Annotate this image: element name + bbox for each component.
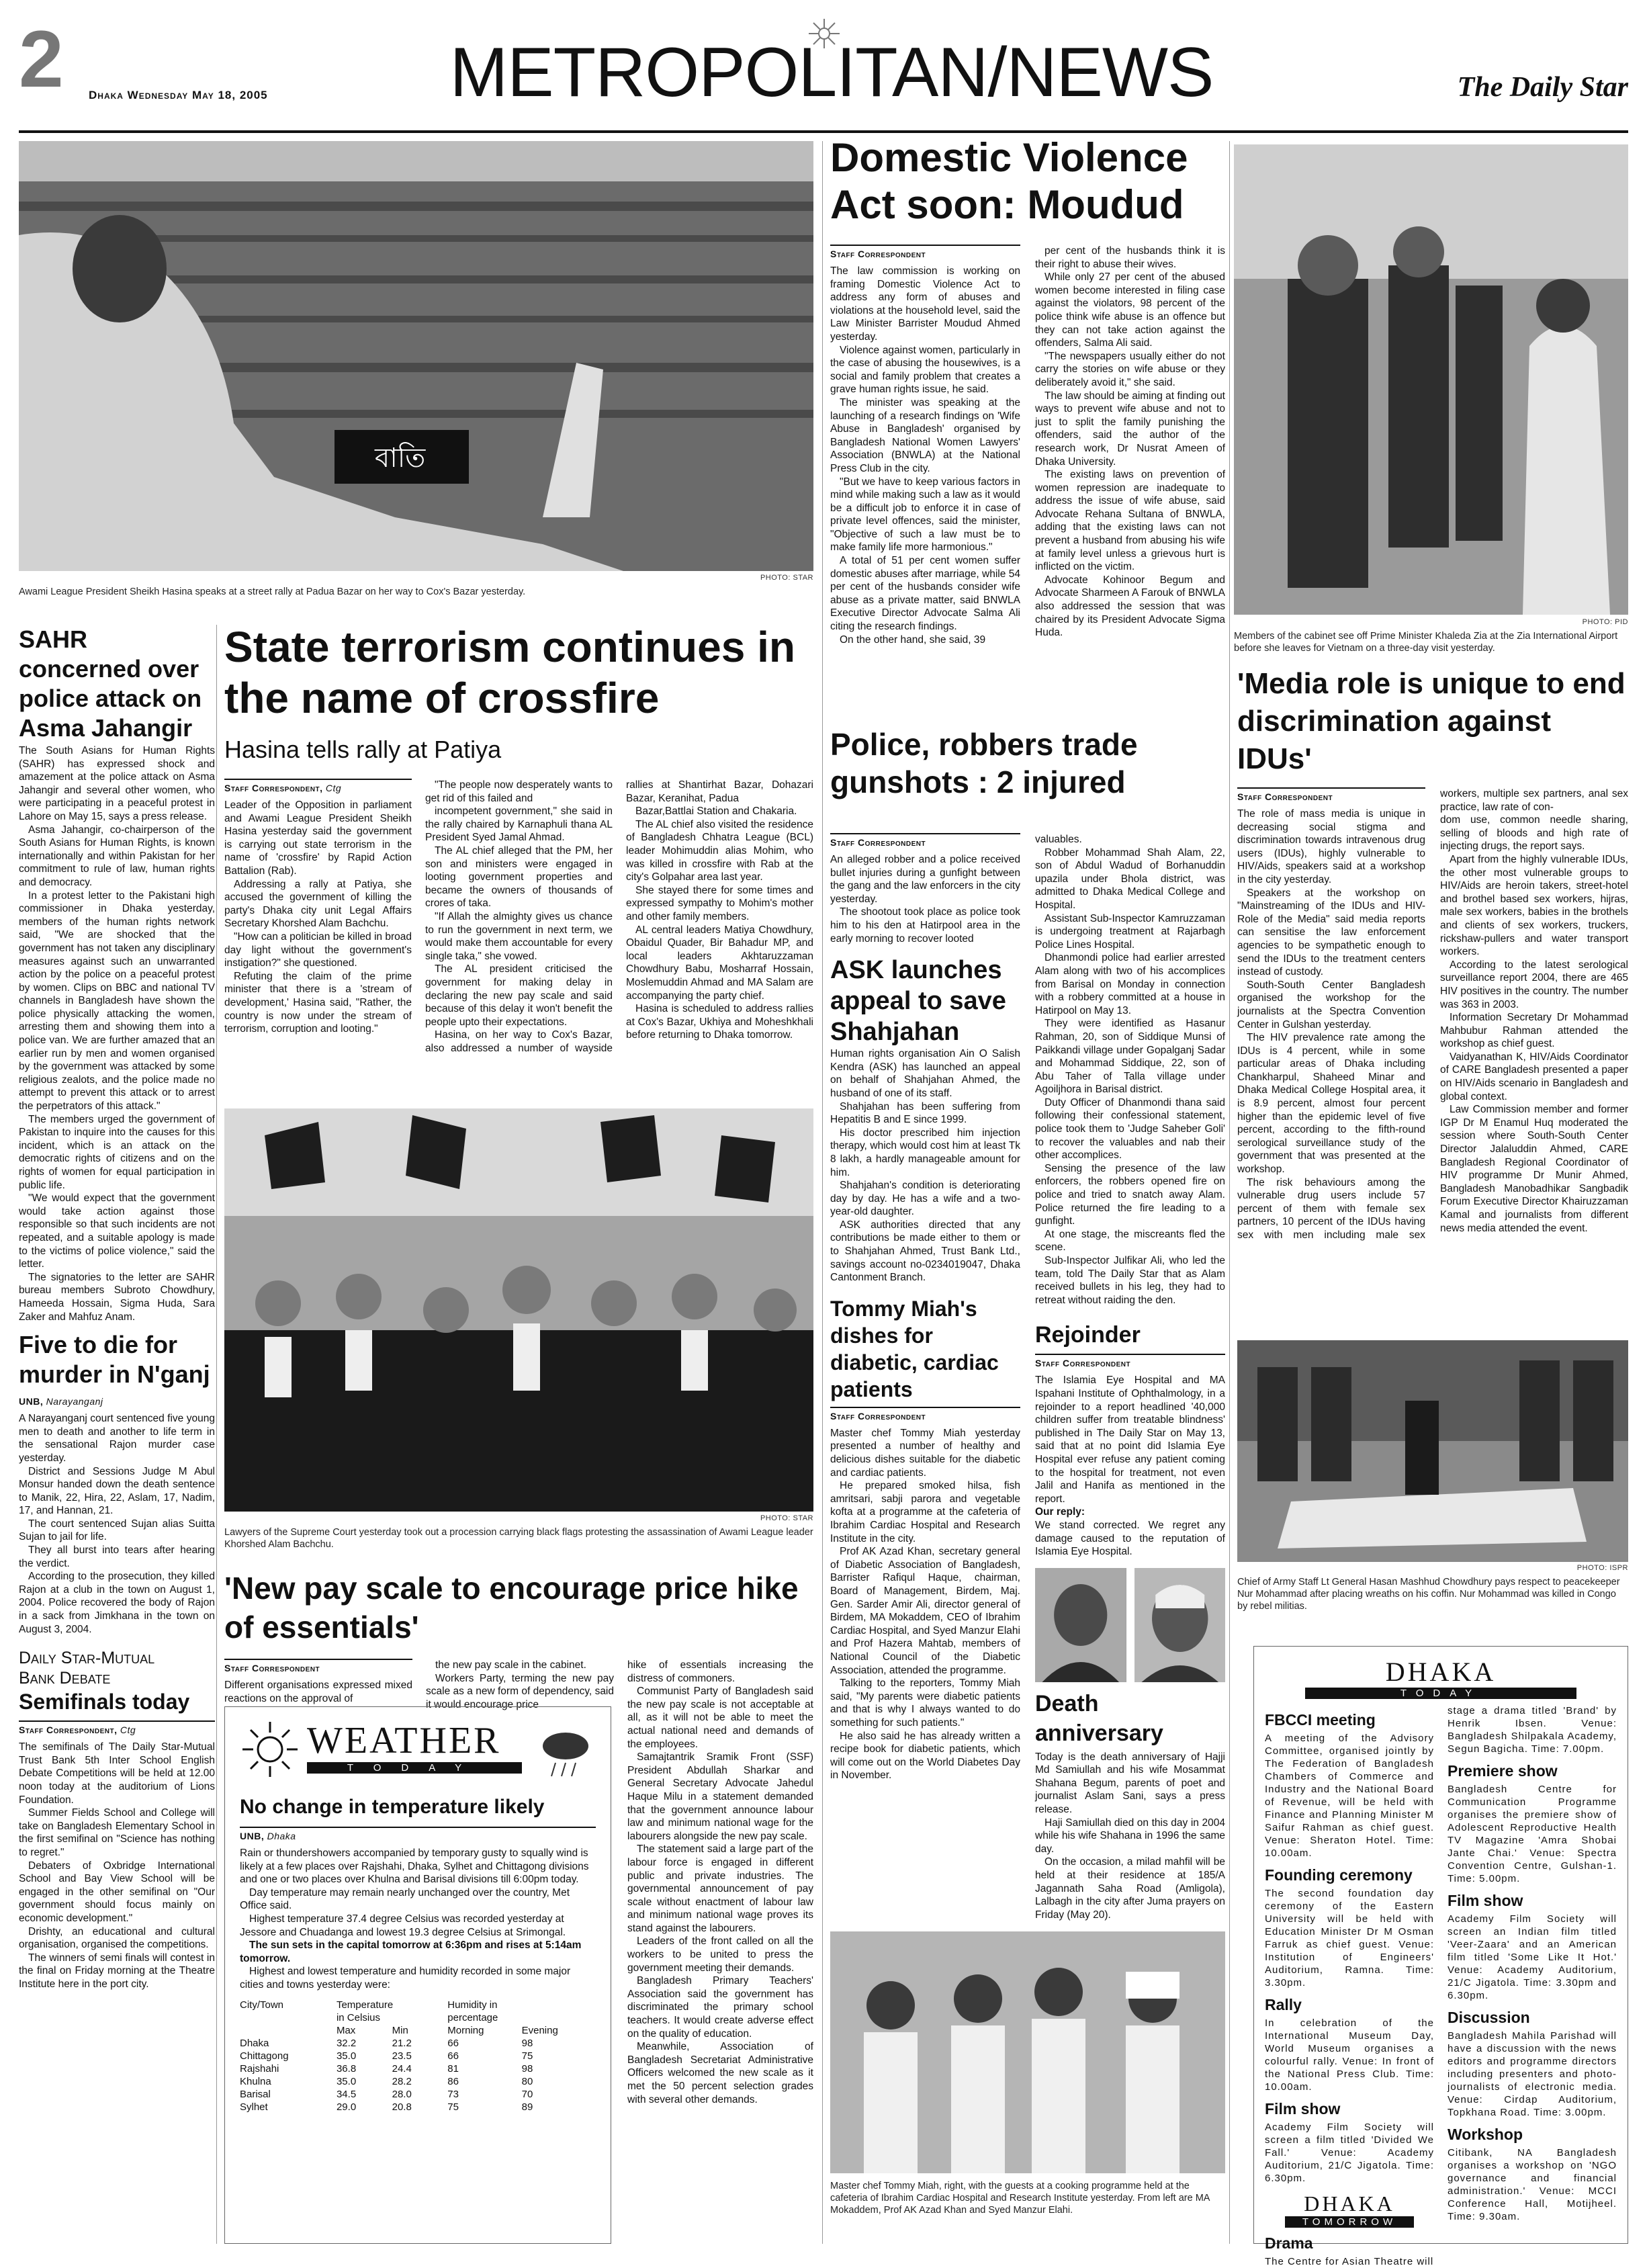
weather-box: [224, 1706, 611, 2244]
dva-body: The law commission is working on framing Domestic Violence Act to address any form of abuses and violations at the household level, said the Law Minister Barrister Moudud Ahmed yesterday. Violence against women, particularly in the case of abusing the housewives, is a social and family problem that creates a grave human rights issue, he said. The minister was speaking at the launching of a research findings on 'Wife Abuse in Bangladesh' organised by Bangladesh National Women Lawyers' Association (BNWLA) at the National Press Club in the city. "But we have to keep various factors in mind while making such a law as it would be a difficult job to enforce it in case of private level offences, said the minister, "Objective of such a law must be to make family life more harmonious." A total of 51 per cent women suffer domestic abuses after marriage, while 54 per cent of the husbands consider wife abuse as a private matter, said BNWLA Executive Director Advocate Salma Ali citing the research findings. On the other hand, she said, 39 per cent of the husbands think it is their right to abuse their wives. While only 27 per cent of the abused women become interested in filing case against the violators, 98 percent of the police think wife abuse is an offence but they can not take action against the offenders, Salma Ali said. "The newspapers usually either do not carry the stories on wife abuse or they deliberately avoid it," she said. The law should be aiming at finding out ways to prevent wife abuse and not to just to split the family punishing the offenders, said the author of the research work, Dr Nusrat Ameen of Dhaka University. The existing laws on prevention of women repression are inadequate to address the issue of wife abuse, said Advocate Rehana Sultana of BNWLA, adding that the existing laws can not prevent a husband from abusing his wife at family level unless a grievous hurt is inflicted on the victim. Advocate Kohinoor Begum and Advocate Sharmeen A Farouk of BNWLA also addressed the session that was chaired by its President Advocate Sigma Huda.: [830, 245, 1225, 646]
police-col2: [1035, 833, 1225, 1921]
portrait-pair: [1035, 1568, 1225, 1682]
byline: Staff Correspondent: [224, 1659, 412, 1673]
debate-kicker: Daily Star-Mutual Bank Debate: [19, 1649, 155, 1688]
police-headline: Police, robbers trade gunshots : 2 injured: [830, 727, 1138, 799]
table-row: Barisal 34.5 28.0 73 70: [240, 2088, 533, 2100]
photo-credit: PHOTO: ISPR: [1576, 1564, 1628, 1572]
lawyers-procession-photo: [224, 1108, 813, 1512]
table-row: Khulna 35.0 28.2 86 80: [240, 2075, 533, 2087]
rejoinder-body: The Islamia Eye Hospital and MA Ispahani Institute of Ophthalmology, in a rejoinder to a report headlined '40,000 children suffer from treatable blindness' published in The Daily Star on May 13, said that at no point did Islamia Eye Hospital ever refuse any patient coming to the hospital for treatment, not even Jalil and Hanifa as mentioned in the report. Our reply: We stand corrected. We regret any damage caused to the reputation of Islamia Eye Hospital.: [1035, 1375, 1225, 1558]
weather-logo: [240, 1719, 596, 1786]
photo-credit: PHOTO: STAR: [760, 1514, 813, 1522]
brand-logo: The Daily Star: [1457, 72, 1628, 103]
death-body: Today is the death anniversary of Hajji Md Samiullah and his wife Mosammat Shahana Begum, parents of poet and journalist Aslam Sani, says a press release. Haji Samiullah died on this day in 2004 while his wife Shahana in 1996 the same day. On the occasion, a milad mahfil will be held at their residence at 185/A Jagannath Saha Road (Amligola), Lalbagh in the city after Juma prayers on Friday (May 20).: [1035, 1751, 1225, 1921]
police-col1: [830, 833, 1020, 1782]
media-headline: 'Media role is unique to end discrimination against IDUs': [1237, 667, 1626, 775]
terror-body: Leader of the Opposition in parliament and Awami League President Sheikh Hasina yesterday said the government is carrying out state terrorism in the name of 'crossfire' by Rapid Action Battalion (Rab). Addressing a rally at Patiya, she accused the government of killing the party's Dhaka city unit Legal Affairs Secretary Khorshed Alam Bachchu. "How can a politician be killed in broad day light without the government's instigation?" she questioned. Refuting the claim of the prime minister that there is a 'stream of development,' Hasina said, "Rather, the country is now under the stream of terrorism, corruption and looting." "The people now desperately wants to get rid of this failed and incompetent government," she said in the rally chaired by Karnaphuli thana AL President Syed Jamal Ahmad. The AL chief alleged that the PM, her son and ministers were engaged in looting government properties and became the owners of thousands of crores of taka. "If Allah the almighty gives us chance to run the government in next term, we would make them accountable for every single taka," she vowed. The AL president criticised the government for making delay in declaring the new pay scale and said because of this delay it won't benefit the people upto their expectations. Hasina, on her way to Cox's Bazar, also addressed a number of wayside rallies at Shantirhat Bazar, Dohazari Bazar, Keranihat, Padua Bazar,Battlai Station and Chakaria. The AL chief also visited the residence of Bangladesh Chhatra League (BCL) leader Mohimuddin alias Mohim, who was killed in crossfire with Rab at the city's Golpahar area last year. She stayed there for some times and expressed sympathy to Mohim's mother and other family members. AL central leaders Matiya Chowdhury, Obaidul Quader, Bir Bahadur MP, and local leaders Akhtaruzzaman Chowdhury Babu, Mosharraf Hossain, Moslemuddin Ahmad and MA Salam are accompanying the party chief. Hasina is scheduled to address rallies at Cox's Bazar, Ukhiya and Moheshkhali before returning to Dhaka tomorrow.: [224, 779, 813, 1054]
police-article: [830, 726, 1225, 801]
byline: Staff Correspondent, Ctg: [224, 779, 412, 793]
byline: Staff Correspondent: [830, 245, 1020, 259]
table-row: Dhaka 32.2 21.2 66 98: [240, 2037, 533, 2049]
section-title: METROPOLITAN/NEWS: [449, 34, 1214, 112]
dhaka-tomorrow-sub: TOMORROW: [1285, 2216, 1414, 2228]
weather-title: WEATHER: [307, 1720, 501, 1761]
sahr-body: The South Asians for Human Rights (SAHR) has expressed shock and amazement at the police attack on Asma Jahangir and several other women, who were participating in a peaceful protest in Lahore on May 15, says a press release. Asma Jahangir, co-chairperson of the South Asians for Human Rights, is known internationally and within Pakistan for her commitment to rule of law, human rights and democracy. In a protest letter to the Pakistani high commissioner in Dhaka yesterday, members of the human rights network said, "We are shocked that the government has not taken any disciplinary measures against such an unwarranted action by the police on a peaceful protest by women. Clips on BBC and national TV channels in Bangladesh have shown the police physically attacking the women, arresting them and showing them into a police van. We are further amazed that an earlier run by men and women organised by the government was attacked by some religious zealots, and the police made no attempt to prevent this attack or to arrest the perpetrators of this attack." The members urged the government of Pakistan to inquire into the causes for this incident, which is an attack on the democratic rights of citizens and on the rights of women for equal participation in public life. "We would expect that the government would take action against those responsible so that such incidents are not repeated, and a suitable apology is made to the victims of police violence," said the letter. The signatories to the letter are SAHR bureau members Subroto Chowdhury, Hameeda Hossain, Sigma Huda, Sara Zaker and Mahfuz Anam.: [19, 745, 215, 1323]
pay-body: Different organisations expressed mixed reactions on the approval of the new pay scale in the cabinet. Workers Party, terming the new pay scale as a new form of dependency, said it would encourage price: [224, 1659, 614, 1710]
byline: Staff Correspondent: [1237, 787, 1425, 802]
dhaka-today-col1: FBCCI meeting A meeting of the Advisory Committee, organised jointly by The Federation of Bangladesh Chambers of Commerce and Industry and the National Board of Revenue, will be held with Finance and Planning Minister M Saifur Rahman as chief guest. Venue: Sheraton Hotel. Time: 10.00am. Founding ceremony The second foundation day ceremony of the Eastern University will be held with Education Minister Dr M Osman Farruk as chief guest. Venue: Institution of Engineers' Auditorium, Ramna. Time: 3.30pm. Rally In celebration of the International Museum Day, World Museum organises a colourful rally. Venue: In front of the National Press Club. Time: 10.00am. Film show Academy Film Society will screen a film titled 'Divided We Fall.' Venue: Academy Auditorium, 21/C Jigatola. Time: 6.30pm. DHAKA TOMORROW Drama The Centre for Asian Theatre will: [1265, 1711, 1434, 2267]
page-number: 2: [19, 14, 64, 104]
five-body: A Narayanganj court sentenced five young men to death and another to life term in the sensational Rajon murder case yesterday. District and Sessions Judge M Abul Monsur handed down the death sentence to Manik, 22, Hira, 22, Aslam, 17, Nadim, 17, and Hannan, 21. The court sentenced Sujan alias Suitta Sujan to jail for life. They all burst into tears after hearing the verdict. According to the prosecution, they killed Rajon at a club in the town on August 1, 2004. Police recovered the body of Rajon in a sack from Jimkhana in the town on August 3, 2004.: [19, 1413, 215, 1635]
photo-caption: Master chef Tommy Miah, right, with the guests at a cooking programme held at the cafeteria of Ibrahim Cardiac Hospital and Research Institute yesterday. From left are MA Mokaddem, Prof AK Azad Khan and Syed Manzur Elahi.: [830, 2181, 1210, 2216]
masthead: [19, 14, 1628, 140]
death-headline: Death anniversary: [1035, 1690, 1163, 1746]
media-article: [1237, 665, 1628, 1298]
byline: Staff Correspondent, Ctg: [19, 1720, 215, 1735]
pay-headline: 'New pay scale to encourage price hike of essentials': [224, 1571, 799, 1645]
weather-body: Rain or thundershowers accompanied by temporary gusty to squally wind is likely at a few places over Rajshahi, Dhaka, Sylhet and Chittagong divisions and one or two places over Khulna and Barisal divisions till 6:00pm today. Day temperature may remain nearly unchanged over the country, Met Office said. Highest temperature 37.4 degree Celsius was recorded yesterday at Jessore and Chuadanga and lowest 19.3 degree Celsius at Srimongal. The sun sets in the capital tomorrow at 6:36pm and rises at 5:14am tomorrow. Highest and lowest temperature and humidity recorded in some major cities and towns yesterday were:: [240, 1847, 589, 1991]
byline: Staff Correspondent: [830, 833, 1020, 848]
tommy-headline: Tommy Miah's dishes for diabetic, cardiac patients: [830, 1296, 999, 1401]
police-body-cont: valuables. Robber Mohammad Shah Alam, 22, son of Abdul Wadud of Borhanuddin upazila under Bhola district, was admitted to Dhaka Medical College and Hospital. Assistant Sub-Inspector Kamruzzaman is undergoing treatment at Rajarbagh Police Lines Hospital. Dhanmondi police had earlier arrested Alam along with two of his accomplices from Barisal on Monday in connection with a robbery committed at a house in Hatirpool on May 13. They were identified as Hasanur Rahman, 20, son of Siddique Munsi of Paikkandi village under Gopalganj Sadar and Mohammad Siddique, 22, son of Abu Taher of Talla village under Agoiljhora in Barisal district. Duty Officer of Dhanmondi thana said following their confessional statement, police took them to 'Judge Saheber Goli' to recover the valuables and nab their other accomplices. Sensing the presence of the law enforcers, the robbers opened fire on police and tried to snatch away Alam. Police returned the fire leading to a gunfight. At one stage, the miscreants fled the scene. Sub-Inspector Julfikar Ali, who led the team, told The Daily Star that as Alam received bullets in his leg, they had to retreat without raiding the den.: [1035, 834, 1225, 1306]
table-row: Rajshahi 36.8 24.4 81 98: [240, 2062, 533, 2075]
table-row: Chittagong 35.0 23.5 66 75: [240, 2050, 533, 2062]
byline: Staff Correspondent: [1035, 1354, 1225, 1368]
dhaka-today-col2: stage a drama titled 'Brand' by Henrik Ibsen. Venue: Bangladesh Shilpakala Academy, Segun Bagicha. Time: 7.00pm. Premiere show Bangladesh Centre for Communication Programme organises the premiere show of Adolescent Reproductive Health TV Magazine 'Amra Shobai Jante Chai.' Venue: Spectra Convention Centre, Gulshan-1. Time: 5.00pm. Film show Academy Film Society will screen an Indian film titled 'Veer-Zaara' and an American film titled 'Some Like It Hot.' Venue: Academy Auditorium, 21/C Jigatola. Time: 3.30pm and 6.30pm. Discussion Bangladesh Mahila Parishad will have a discussion with the news editors and programme directors including presenters and photo-journalists of electronic media. Venue: Cirdap Auditorium, Topkhana Road. Time: 3.00pm. Workshop Citibank, NA Bangladesh organises a workshop on 'NGO governance and financial administration.' Venue: MCCI Conference Hall, Motijheel. Time: 9.30am.: [1448, 1705, 1617, 2222]
byline: UNB, Narayanganj: [19, 1396, 103, 1407]
photo-caption: Chief of Army Staff Lt General Hasan Mashhud Chowdhury pays respect to peacekeeper Nur Mohammad after placing wreaths on his coffin. Nur Mohammad was killed in Congo by rebel militias.: [1237, 1577, 1620, 1612]
dhaka-today-title: DHAKA: [1385, 1657, 1497, 1687]
weather-sub: TODAY: [307, 1762, 522, 1774]
sahr-article: [19, 625, 215, 1991]
pay-body-col3: hike of essentials increasing the distress of commoners. Communist Party of Bangladesh said the new pay scale is not acceptable at all, as it will not be able to meet the actual national need and demands of the employees. Samajtantrik Sramik Front (SSF) President Abdullah Sharkar and General Secretary Advocate Jahedul Haque Milu in a statement demanded that the government announce labour law and minimum national wage for the labourers alongside the new pay scale. The statement said a large part of the labour force is engaged in different public and private industries. The governmental announcement of pay scale without enactment of labour law and minimum national wage proves its stand against the labourers. Leaders of the front called on all the workers to be united to press the government meeting their demands. Bangladesh Primary Teachers' Association said the government has discriminated the primary school teachers. It would create adverse effect on the quality of education. Meanwhile, Association of Bangladesh Secretariat Administrative Officers welcomed the new scale as it met the 50 percent selection grades with several other demands.: [627, 1659, 813, 2105]
dva-article: [830, 134, 1225, 719]
terror-subhead: Hasina tells rally at Patiya: [224, 736, 502, 763]
portrait-photo: [1035, 1568, 1126, 1682]
photo-credit: PHOTO: STAR: [760, 574, 813, 582]
sun-icon: [240, 1719, 300, 1780]
weather-headline: No change in temperature likely: [240, 1796, 545, 1818]
debate-body: The semifinals of The Daily Star-Mutual Trust Bank 5th Inter School English Debate Competitions will be held at 12.00 noon today at the auditorium of Lions Foundation. Summer Fields School and College will take on Bangladesh Elementary School in the first semifinal on "Science has nothing to regret." Debaters of Oxbridge International School and Bay View School will be engaged in the other semifinal on "Our government should focus mainly on economic development." Drishty, an educational and cultural organisation, organised the competitions. The winners of semi finals will contest in the final on Friday morning at the Theatre Institute here in the port city.: [19, 1741, 215, 1990]
debate-headline: Semifinals today: [19, 1690, 190, 1714]
media-body: The role of mass media is unique in decreasing social stigma and discrimination towards intravenous drug users (IDUs), highly vulnerable to HIV/Aids, speakers said at a workshop in the city yesterday. Speakers at the workshop on "Mainstreaming of the IDUs and HIV-Role of the Media" said media reports can sensitise the law enforcement agencies to be sympathetic enough to send the IDUs to the treatment centers instead of custody. South-South Center Bangladesh organised the workshop for the journalists at the Spectra Convention Center in Gulshan yesterday. The HIV prevalence rate among the IDUs is 4 percent, while in some particular areas of Dhaka including Chankharpul, Shaheed Minar and Dhaka Medical College Hospital area, it is 8.9 percent, almost four percent higher than the epidemic level of five percent, according to the fifth-round serological surveillance study of the government that was presented at the workshop. The risk behaviours among the vulnerable drug users include 57 percent of them with female sex partners, 10 percent of the IDUs having sex with men including male sex workers, multiple sex partners, anal sex practice, law rate of con- dom use, common needle sharing, selling of bloods and high rate of injecting drugs, the report says. Apart from the highly vulnerable IDUs, the other most vulnerable groups to HIV/Aids are heroin takers, street-hotel and brothel based sex workers, hijras, male sex workers, babies in the brothels and clients of sex workers, truckers, rickshaw-pullers and water transport workers. According to the latest serological surveillance report 2004, there are 465 HIV positives in the country. The number was 363 in 2003. Information Secretary Dr Mohammad Mahbubur Rahman attended the workshop as chief guest. Vaidyanathan K, HIV/Aids Coordinator of CARE Bangladesh presented a paper on HIV/Aids scenario in Bangladesh and global context. Law Commission member and former IGP Dr M Enamul Huq moderated the session where South-South Center Director Jalaluddin Ahmed, CARE Bangladesh Regional Coordinator of HIV programme Dr Munir Ahmed, Bangladesh Manobadhikar Sangbadik Forum Executive Director Khairuzzaman Kamal and journalists from different news media attended the event.: [1237, 788, 1628, 1241]
dateline: Dhaka Wednesday May 18, 2005: [89, 89, 268, 101]
dhaka-today-sub: TODAY: [1305, 1688, 1576, 1699]
banner-text: বাতি: [375, 443, 426, 473]
weather-table: City/Town Temperature Humidity in in Celsius percentage Max Min Morning Evening Dhaka 32.2 21.2 66 98 Chittagong 35.0 23.5 66 75 Rajshahi 36.8 24.4 81 98 Khulna 35.0 28.2 86 80 Barisal 34.5 28.0 73 70 Sylhet 29.0 20.8 75 89: [240, 1999, 596, 2113]
photo-caption: Awami League President Sheikh Hasina speaks at a street rally at Padua Bazar on her way to Cox's Bazar yesterday.: [19, 586, 526, 597]
cloud-icon: [535, 1719, 596, 1780]
rejoinder-headline: Rejoinder: [1035, 1322, 1141, 1348]
portrait-photo: [1134, 1568, 1226, 1682]
dhaka-tomorrow-title: DHAKA: [1304, 2191, 1395, 2216]
tommy-body: Master chef Tommy Miah yesterday presented a number of healthy and delicious dishes suitable for the diabetic and cardiac patients. He prepared smoked hilsa, fish amritsari, sabji parora and vegetable kofta at a programme at the cafeteria of Ibrahim Cardiac Hospital and Research Institute in the city. Prof AK Azad Khan, secretary general of Diabetic Association of Bangladesh, Barrister Rafiqul Haque, chairman, Board of Management, Birdem, Maj. Gen. Sarder Amir Ali, director general of Birdem, MA Mokaddem, CEO of Ibrahim Cardiac Hospital, and Syed Manzur Elahi and Prof Hazera Mahtab, members of National Council of the Diabetic Association, attended the programme. Talking to the reporters, Tommy Miah said, "My parents were diabetic patients and that is why I always wanted to do something for such patients." He also said he has already written a recipe book for diabetic patients, which will come out on the World Diabetes Day in November.: [830, 1427, 1020, 1782]
hasina-rally-photo: [19, 141, 813, 571]
ask-headline: ASK launches appeal to save Shahjahan: [830, 956, 1006, 1047]
byline: UNB, Dhaka: [240, 1827, 596, 1841]
army-chief-photo: [1237, 1340, 1628, 1562]
table-row: Sylhet 29.0 20.8 75 89: [240, 2101, 533, 2113]
byline: Staff Correspondent: [830, 1407, 1020, 1422]
photo-caption: Lawyers of the Supreme Court yesterday took out a procession carrying black flags protesting the assassination of Awami League leader Khorshed Alam Bachchu.: [224, 1527, 813, 1550]
sahr-headline: SAHR concerned over police attack on Asma Jahangir: [19, 625, 202, 742]
dhaka-today-box: [1253, 1646, 1628, 2267]
photo-credit: PHOTO: PID: [1582, 618, 1628, 626]
dva-headline: Domestic Violence Act soon: Moudud: [830, 135, 1188, 227]
ask-body: Human rights organisation Ain O Salish Kendra (ASK) has launched an appeal on behalf of Shahjahan Ahmed, the husband of one of its staff. Shahjahan has been suffering from Hepatitis B and E since 1999. His doctor prescribed him injection therapy, which would cost him at least Tk 8 lakh, a hardly manageable amount for him. Shahjahan's condition is deteriorating day by day. He has a wife and a two-year-old daughter. ASK authorities directed that any contributions be made either to them or to Shahjahan Ahmed, Trust Bank Ltd., savings account no-0234019047, Dhaka Cantonment Branch.: [830, 1048, 1020, 1284]
five-headline: Five to die for murder in N'ganj: [19, 1331, 210, 1389]
police-body: An alleged robber and a police received bullet injuries during a gunfight between the gang and the law enforcers in the city yesterday. The shootout took place as police took him to his den at Hatirpool area in the early morning to recover looted: [830, 854, 1020, 945]
cabinet-airport-photo: [1234, 144, 1628, 615]
terror-article: [224, 621, 813, 1091]
tommy-miah-photo: [830, 1931, 1225, 2173]
photo-caption: Members of the cabinet see off Prime Minister Khaleda Zia at the Zia International Airport before she leaves for Vietnam on a three-day visit yesterday.: [1234, 631, 1618, 654]
terror-headline: State terrorism continues in the name of crossfire: [224, 623, 795, 722]
